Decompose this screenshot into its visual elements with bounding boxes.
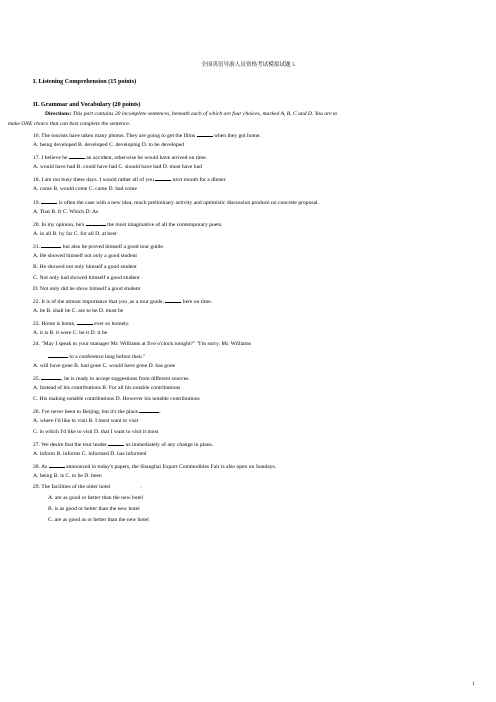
question-18-options: A. come B. would come C. came D. had come — [33, 186, 137, 192]
directions-line-1: Directions: This part contains 20 incomplete sentences, beneath each of which are four choices, marked A, B, C and D. You are to — [45, 111, 338, 117]
question-25-options-ab: A. Instead of his contributions B. For all his notable contributions — [33, 385, 181, 391]
question-27-options: A. inform B. informs C. informed D. has informed — [33, 451, 147, 457]
question-21-option-b: B. He showed not only himself a good student — [33, 264, 137, 270]
question-28: 28. As announced in today's papers, the Shanghai Export Commodities Fair is also open on Sundays. — [33, 464, 277, 470]
question-27: 27. We desire that the tour leader us immediately of any change in plans. — [33, 442, 214, 448]
question-26: 26. I've never been to Beijing, but it's the place . — [33, 409, 161, 415]
question-25-options-cd: C. His making notable contributions D. However his notable contributions — [33, 396, 200, 402]
question-24-options: A. will have gone B. had gone C. would have gone D. has gone — [33, 363, 176, 369]
section-heading-listening: I. Listening Comprehension (15 points) — [33, 78, 137, 85]
question-21-option-a: A. He showed himself not only a good student — [33, 253, 137, 259]
question-26-options-ab: A. where I'd like to visit B. I most want to visit — [33, 418, 139, 424]
question-28-options: A. being B. is C. to be D. been — [33, 473, 102, 479]
question-21-option-c: C. Not only had showed himself a good student — [33, 275, 140, 281]
question-17: 17. I believe he an accident, otherwise he would have arrived on time. — [33, 155, 208, 161]
question-25: 25. , he is ready to accept suggestions from different sources. — [33, 376, 190, 382]
question-19: 19. is often the case with a new idea, much preliminary activity and optimistic discussion produce no concrete proposal. — [33, 200, 319, 206]
question-18: 18. I am too busy these days. I would rather all of you next month for a dinner. — [33, 177, 227, 183]
question-22: 22. It is of the utmost importance that you ,as a tour guide, here on time. — [33, 299, 213, 305]
question-21: 21. but also he proved himself a good tour guide. — [33, 244, 165, 250]
section-heading-grammar: II. Grammar and Vocabulary (20 points) — [33, 101, 141, 108]
page-number: 1 — [472, 681, 475, 687]
page-title: 全国英语导游人员资格考试模拟试题 5 — [201, 62, 295, 68]
question-17-options: A. would have had B. could have had C. should have had D. must have had — [33, 164, 202, 170]
question-29-option-a: A. are as good or better than the new hotel — [48, 495, 144, 501]
directions-line-2: make ONE choice that can best complete the sentence. — [8, 121, 131, 127]
question-29-option-c: C. are as good as or better than the new hotel — [48, 517, 149, 523]
question-16-options: A. being developed B. developed C. developing D. to be developed — [33, 142, 184, 148]
question-22-options: A. be B. shall be C. are to be D. must be — [33, 308, 124, 314]
question-20-options: A. in all B. by far C. for all D. at best — [33, 231, 117, 237]
question-20: 20. In my opinion, he's the most imaginative of all the contemporary poets. — [33, 222, 223, 228]
question-19-options: A. That B. It C. Which D. As — [33, 209, 99, 215]
question-29-option-b: B. is as good or better than the new hotel — [48, 506, 140, 512]
question-26-options-cd: C. in which I'd like to visit D. that I want to visit it most — [33, 429, 159, 435]
question-24: 24. "May I speak to your manager Mr. Williams at five o'clock tonight?" "I'm sorry. Mr. Williams — [33, 341, 251, 347]
question-29: 29. The facilities of the older hotel . — [33, 484, 142, 490]
question-24-continued: to a conference long before then." — [48, 352, 145, 361]
question-23: 23. Home is home, ever so homely. — [33, 321, 130, 327]
question-16: 16. The tourists have taken many photos. They are going to get the films when they got home. — [33, 133, 261, 139]
question-23-options: A. it is B. it were C. be it D. it be — [33, 330, 108, 336]
question-21-option-d: D. Not only did he show himself a good student — [33, 286, 141, 292]
